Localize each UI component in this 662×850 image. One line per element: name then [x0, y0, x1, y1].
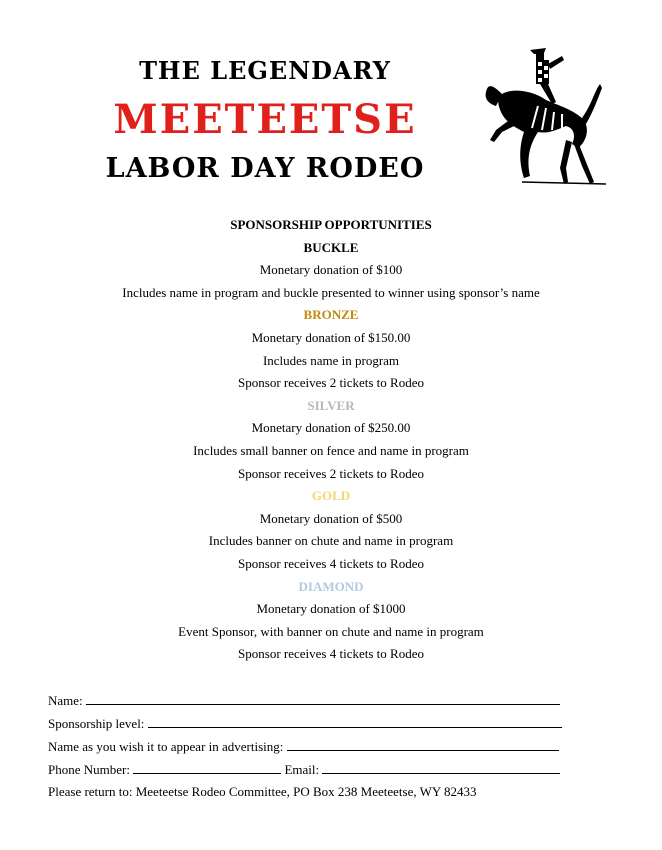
tier-line: Monetary donation of $100	[259, 262, 403, 278]
tier-name-diamond: DIAMOND	[298, 578, 364, 594]
tier-line: Includes name in program and buckle presented to winner using sponsor’s name	[122, 284, 540, 300]
title-meeteetse: MEETEETSE	[113, 96, 417, 143]
bucking-bronco-rider-icon	[482, 44, 606, 186]
tier-line: Includes small banner on fence and name in program	[193, 442, 469, 458]
advertising-name-field[interactable]	[287, 739, 559, 751]
return-address: Please return to: Meeteetse Rodeo Committee, PO Box 238 Meeteetse, WY 82433	[48, 784, 477, 799]
email-field[interactable]	[322, 762, 560, 774]
tier-line: Sponsor receives 2 tickets to Rodeo	[238, 465, 424, 481]
tier-name-bronze: BRONZE	[303, 307, 359, 323]
phone-label: Phone Number:	[48, 762, 130, 777]
name-label: Name:	[48, 693, 83, 708]
sponsorship-level-row	[48, 716, 562, 732]
tier-line: Monetary donation of $500	[259, 510, 403, 526]
tier-line: Sponsor receives 4 tickets to Rodeo	[238, 555, 424, 571]
section-heading: SPONSORSHIP OPPORTUNITIES	[230, 217, 432, 232]
sponsorship-level-label: Sponsorship level:	[48, 716, 145, 731]
title-line-3: LABOR DAY RODEO	[105, 153, 425, 184]
tier-line: Event Sponsor, with banner on chute and name in program	[178, 623, 484, 639]
tier-line: Monetary donation of $250.00	[251, 420, 411, 436]
sponsorship-section	[0, 214, 662, 666]
contact-row	[48, 762, 560, 778]
tier-name-buckle: BUCKLE	[303, 239, 359, 255]
advertising-name-row	[48, 739, 559, 755]
sponsorship-level-field[interactable]	[148, 716, 562, 728]
advertising-name-label: Name as you wish it to appear in advertising:	[48, 739, 284, 754]
title-line-1: THE LEGENDARY	[139, 56, 391, 85]
tier-line: Includes name in program	[262, 352, 400, 368]
tier-name-silver: SILVER	[307, 397, 355, 413]
name-field-row	[48, 693, 560, 709]
name-field[interactable]	[86, 693, 560, 705]
tier-line: Includes banner on chute and name in program	[208, 533, 454, 549]
email-label: Email:	[284, 762, 320, 777]
tier-line: Sponsor receives 2 tickets to Rodeo	[238, 375, 424, 391]
tier-line: Sponsor receives 4 tickets to Rodeo	[238, 646, 424, 662]
tier-line: Monetary donation of $150.00	[251, 329, 411, 345]
phone-field[interactable]	[133, 762, 281, 774]
tier-line: Monetary donation of $1000	[256, 601, 406, 617]
tier-name-gold: GOLD	[311, 488, 351, 504]
